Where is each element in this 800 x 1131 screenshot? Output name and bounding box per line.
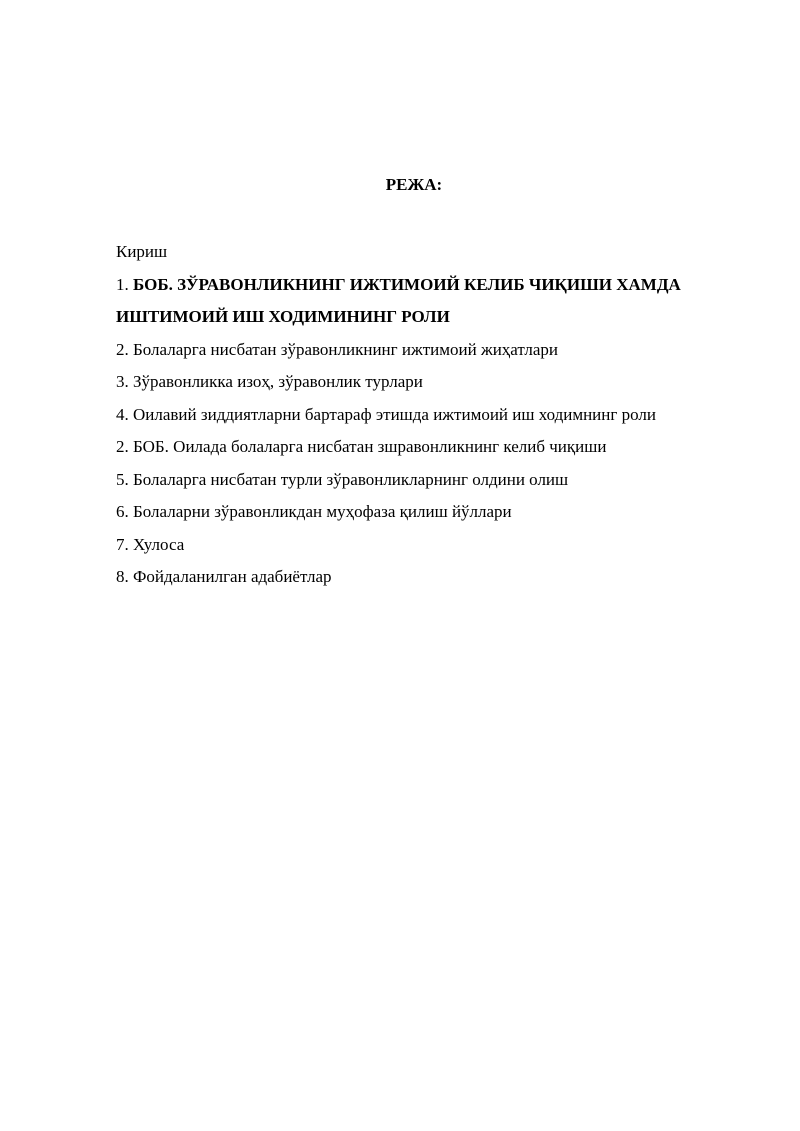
toc-item-conclusion (116, 529, 756, 562)
toc-item (116, 399, 756, 432)
toc-item (116, 334, 756, 367)
toc-item (116, 496, 756, 529)
toc-item-number: 7. (116, 534, 133, 554)
toc-chapter-2 (116, 431, 756, 464)
table-of-contents (116, 236, 756, 594)
toc-item-text: Болаларни зўравонликдан муҳофаза қилиш йўллари (133, 502, 512, 521)
toc-chapter-1-line-1 (116, 269, 756, 302)
toc-item-number: 8. (116, 567, 133, 586)
toc-item-number: 2. (116, 437, 133, 456)
toc-item-text: ИШТИМОИЙ ИШ ХОДИМИНИНГ РОЛИ (116, 307, 450, 326)
toc-item-text: Хулоса (133, 534, 185, 554)
toc-item (116, 464, 756, 497)
toc-item-number: 4. (116, 404, 133, 424)
toc-item-text: Болаларга нисбатан зўравонликнинг ижтимоий жиҳатлари (133, 339, 559, 359)
toc-item-number: 1. (116, 274, 133, 294)
toc-item-intro (116, 236, 756, 269)
toc-item-text: Фойдаланилган адабиётлар (133, 567, 332, 586)
toc-chapter-1-line-2 (116, 301, 756, 334)
toc-item-text: БОБ. ЗЎРАВОНЛИКНИНГ ИЖТИМОИЙ КЕЛИБ ЧИҚИШИ ХАМДА (133, 274, 681, 294)
toc-item-number: 2. (116, 339, 133, 359)
page-title: РЕЖА: (385, 175, 443, 194)
toc-item-text: Кириш (116, 242, 168, 261)
toc-item (116, 366, 756, 399)
toc-item-text: БОБ. Оилада болаларга нисбатан зшравонликнинг келиб чиқиши (133, 437, 607, 456)
toc-item-text: Болаларга нисбатан турли зўравонликларнинг олдини олиш (133, 469, 569, 489)
toc-item-number: 3. (116, 372, 133, 391)
toc-item-text: Оилавий зиддиятларни бартараф этишда ижтимоий иш ходимнинг роли (133, 404, 656, 424)
toc-item-number: 5. (116, 469, 133, 489)
toc-item-number: 6. (116, 502, 133, 521)
toc-item-text: Зўравонликка изоҳ, зўравонлик турлари (133, 372, 423, 391)
toc-item-references (116, 561, 756, 594)
